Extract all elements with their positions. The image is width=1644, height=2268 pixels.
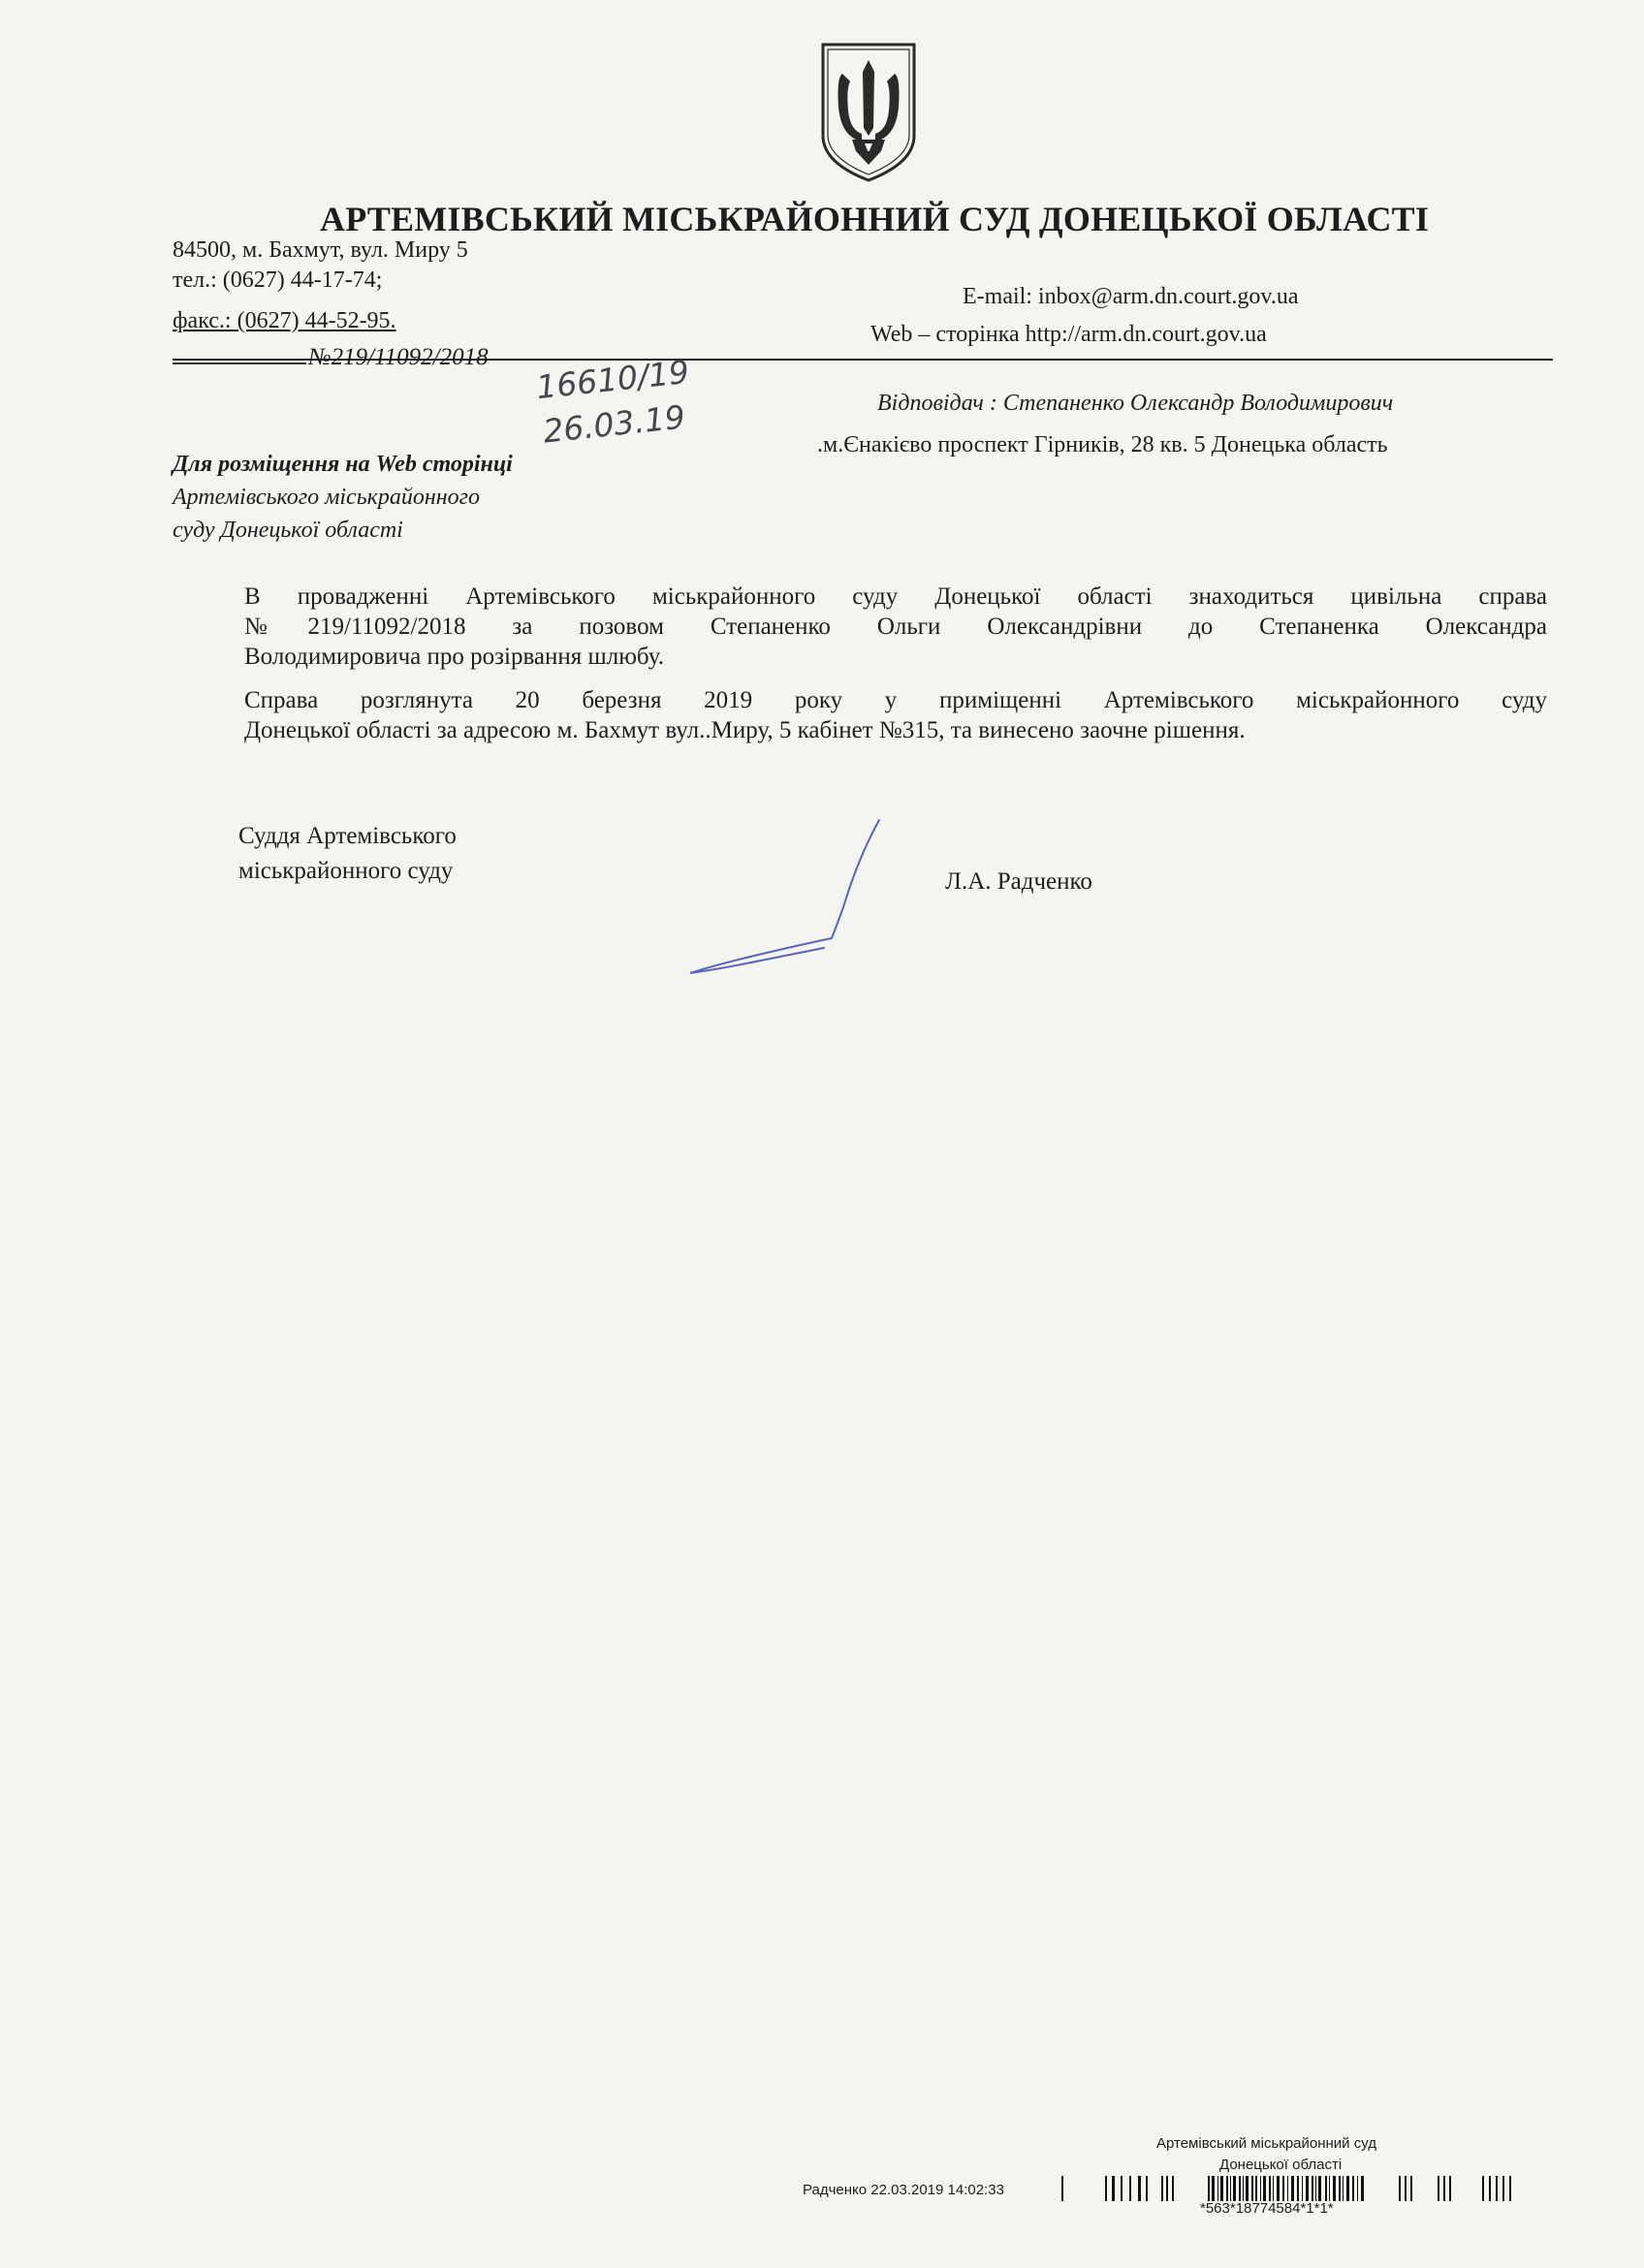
- web-note-line-1: Для розміщення на Web сторінці: [173, 452, 513, 477]
- body-p2-line-2: Донецької області за адресою м. Бахмут вул..Миру, 5 кабінет №315, та винесено заочне рішення.: [244, 717, 1246, 743]
- barcode-image: [1061, 2174, 1522, 2203]
- body-paragraph-2: [173, 685, 1547, 745]
- recipient-address: .м.Єнакієво проспект Гірників, 28 кв. 5 Донецька область: [817, 432, 1388, 457]
- judge-name: Л.А. Радченко: [945, 868, 1092, 895]
- judge-title-line-1: Суддя Артемівського: [238, 823, 457, 849]
- body-p2-line-1: Справа розглянута 20 березня 2019 року у приміщенні Артемівського міськрайонного суду: [244, 687, 1547, 713]
- recipient-label: Відповідач : Степаненко Олександр Володимирович: [877, 391, 1394, 416]
- judge-title: [238, 819, 457, 889]
- court-fax: факс.: (0627) 44-52-95.: [173, 308, 396, 333]
- body-p1-line-2: №219/11092/2018 за позовом Степаненко Ольги Олександрівни до Степаненка Олександра: [244, 614, 1547, 640]
- stamp-court-name: Артемівський міськрайонний суд: [1156, 2135, 1376, 2152]
- handwritten-registration-number: 16610/19: [534, 352, 691, 407]
- handwritten-signature: [679, 812, 892, 996]
- body-p1-line-3: Володимировича про розірвання шлюбу.: [244, 644, 664, 670]
- judge-title-line-2: міськрайонного суду: [238, 858, 454, 884]
- outgoing-number-blank: [173, 362, 306, 364]
- web-note-line-2: Артемівського міськрайонного: [173, 485, 481, 510]
- body-p1-line-1: В провадженні Артемівського міськрайонного суду Донецької області знаходиться цивільна справа: [244, 583, 1547, 610]
- stamp-court-region: Донецької області: [1219, 2157, 1343, 2173]
- web-note-line-3: суду Донецької області: [173, 518, 403, 543]
- stamp-registration-meta: Радченко 22.03.2019 14:02:33: [803, 2182, 1004, 2198]
- outgoing-number: [173, 344, 489, 371]
- handwritten-registration-date: 26.03.19: [541, 397, 687, 451]
- court-website: Web – сторінка http://arm.dn.court.gov.ua: [870, 322, 1267, 347]
- court-phone: тел.: (0627) 44-17-74;: [173, 268, 383, 293]
- court-name-heading: АРТЕМІВСЬКИЙ МІСЬКРАЙОННИЙ СУД ДОНЕЦЬКОЇ ОБЛАСТІ: [320, 200, 1430, 238]
- web-publication-note: [173, 448, 513, 547]
- court-email: E-mail: inbox@arm.dn.court.gov.ua: [963, 284, 1299, 309]
- body-paragraph-1: [173, 582, 1547, 672]
- trident-emblem-icon: [817, 39, 920, 184]
- court-address: 84500, м. Бахмут, вул. Миру 5: [173, 237, 468, 263]
- outgoing-number-value: №219/11092/2018: [308, 344, 489, 370]
- barcode-text: *563*18774584*1*1*: [1200, 2200, 1334, 2217]
